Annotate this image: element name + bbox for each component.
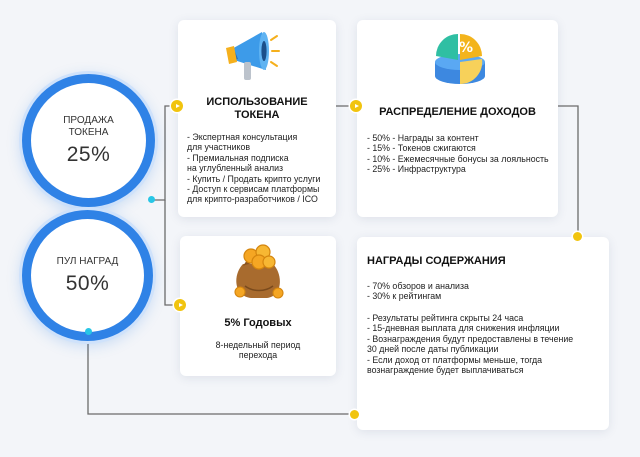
connector-dot-sale [148, 196, 155, 203]
list-item: - 10% - Ежемесячные бонусы за лояльность [367, 153, 549, 164]
content-rewards-card [357, 237, 609, 430]
coin-bag-icon [229, 240, 287, 302]
token-usage-title: ИСПОЛЬЗОВАНИЕ ТОКЕНА [206, 96, 308, 121]
list-item: - 25% - Инфраструктура [367, 164, 466, 175]
content-rewards-title: НАГРАДЫ СОДЕРЖАНИЯ [367, 255, 506, 267]
list-item: - Премиальная подписка на углубленный анализ [187, 152, 289, 174]
connector-sale-to-usage [150, 106, 176, 200]
content-rewards-list [367, 281, 607, 302]
connector-dot-pool [85, 328, 92, 335]
megaphone-icon [224, 26, 280, 86]
reward-pool-circle [31, 219, 144, 332]
svg-text:%: % [459, 40, 474, 56]
connector-sale-to-annual [165, 200, 180, 305]
list-item: - Результаты рейтинга скрыты 24 часа [367, 313, 524, 323]
annual-text: 8-недельный период перехода [215, 340, 301, 361]
token-sale-percent: 25% [66, 142, 111, 166]
token-sale-label: ПРОДАЖА ТОКЕНА [63, 114, 114, 138]
list-item: - Вознаграждения будут предоставлены в течение 30 дней после даты публикации [367, 333, 574, 355]
list-item: - 15% - Токенов сжигаются [367, 143, 476, 154]
list-item: - 50% - Награды за контент [367, 133, 479, 143]
content-rewards-notes [367, 313, 607, 375]
connector-revenue-to-content [558, 106, 578, 237]
token-usage-card [178, 20, 336, 217]
list-item: - 15-дневная выплата для снижения инфляции [367, 323, 560, 334]
connector-dot-content-top [573, 232, 582, 241]
annual-card [180, 236, 336, 376]
reward-pool-label: ПУЛ НАГРАД [56, 255, 119, 267]
revenue-distribution-list [367, 133, 555, 175]
connector-dot-revenue [350, 100, 362, 112]
list-item: - Экспертная консультация для участников [187, 132, 298, 153]
list-item: - 30% к рейтингам [367, 291, 442, 302]
token-sale-circle [31, 83, 146, 198]
token-usage-list [187, 132, 333, 205]
list-item: - Купить / Продать крипто услуги [187, 173, 321, 184]
connector-dot-usage [171, 100, 183, 112]
revenue-distribution-title: РАСПРЕДЕЛЕНИЕ ДОХОДОВ [379, 106, 536, 118]
connector-dot-annual [174, 299, 186, 311]
connector-dot-content-bottom [350, 410, 359, 419]
pie-chart-icon [430, 26, 490, 88]
reward-pool-percent: 50% [65, 271, 110, 295]
revenue-distribution-card [357, 20, 558, 217]
list-item: - Если доход от платформы меньше, тогда вознаграждение будет выплачиваться [367, 354, 543, 376]
list-item: - Доступ к сервисам платформы для крипто-разработчиков / ICO [187, 184, 320, 205]
annual-title: 5% Годовых [224, 317, 292, 329]
list-item: - 70% обзоров и анализа [367, 281, 469, 291]
